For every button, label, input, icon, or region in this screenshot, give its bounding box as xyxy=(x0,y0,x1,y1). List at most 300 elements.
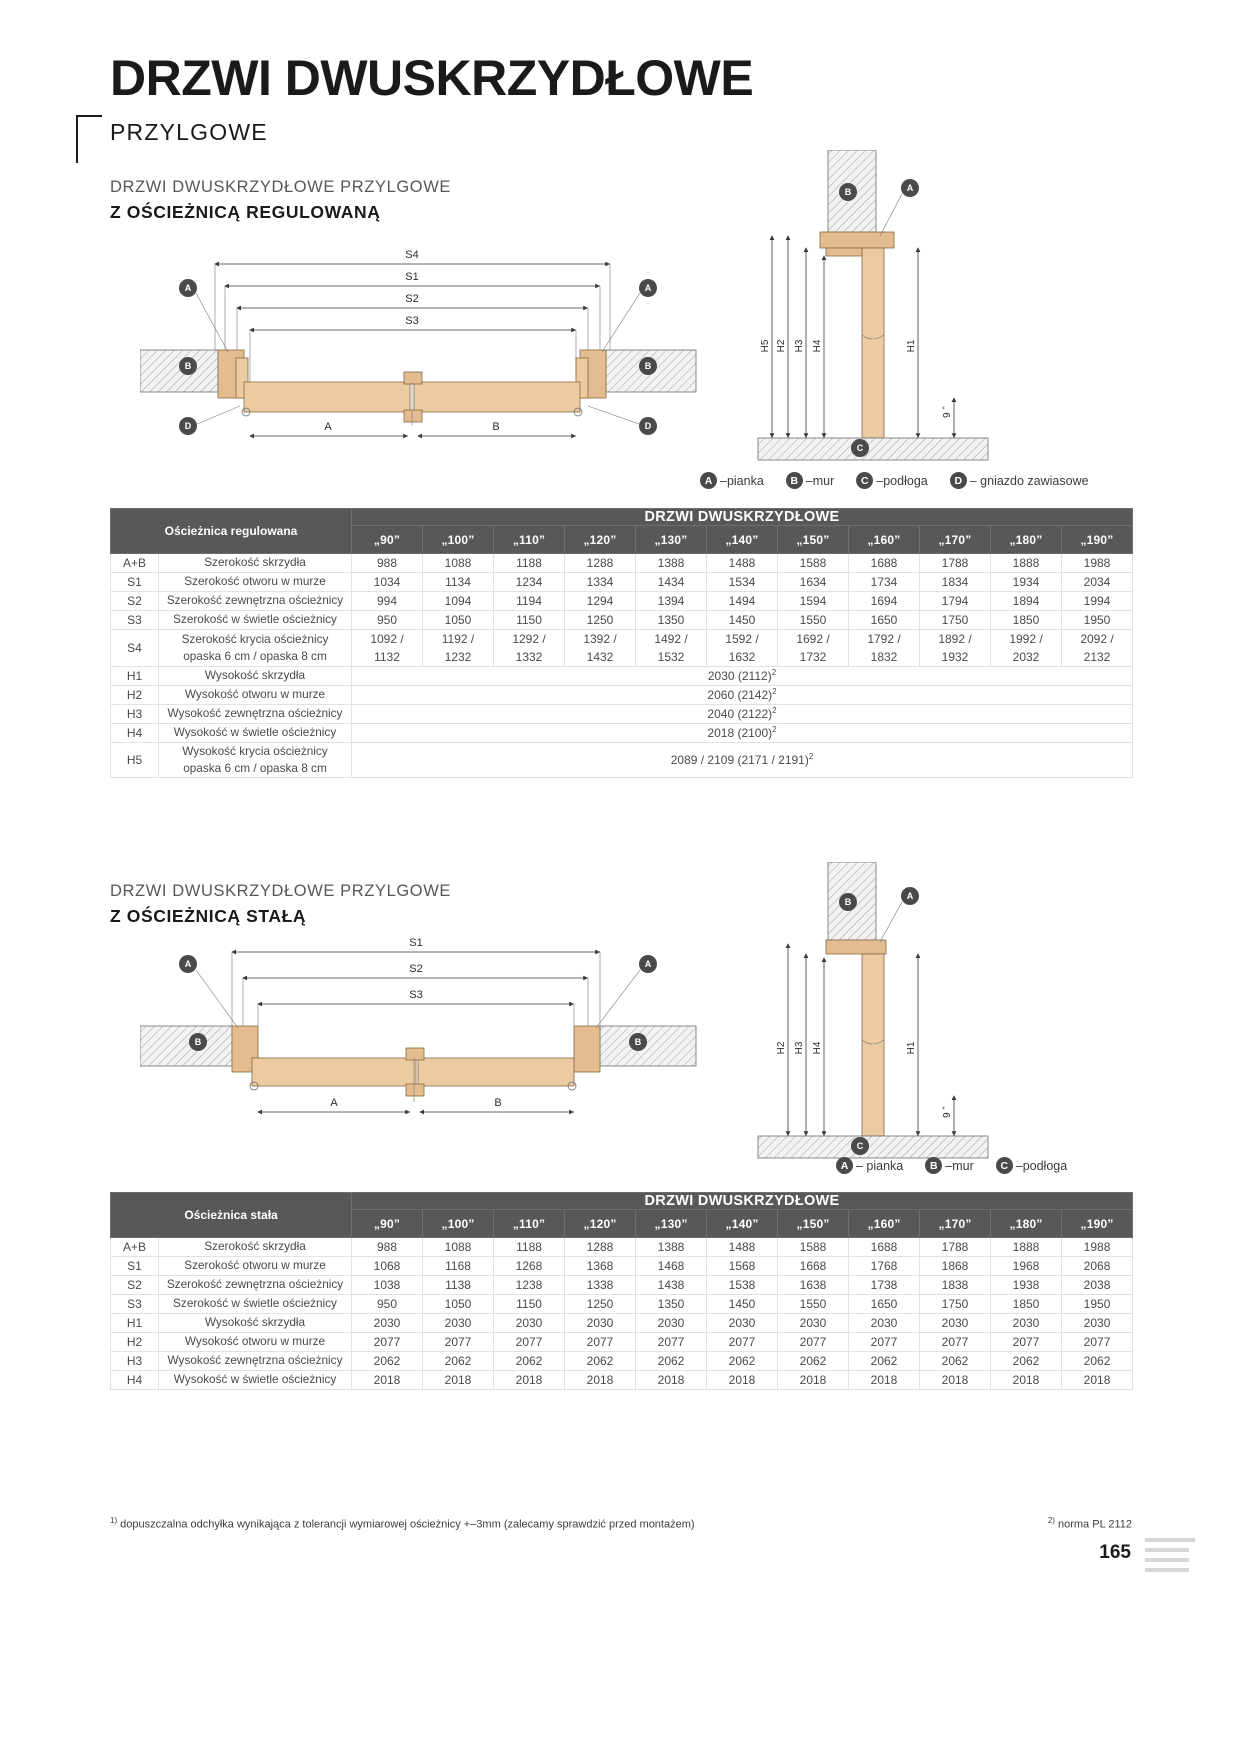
row-value: 1988 xyxy=(1062,1238,1133,1257)
row-value: 2030 xyxy=(565,1314,636,1333)
row-value: 1388 xyxy=(636,1238,707,1257)
row-description: Szerokość otworu w murze xyxy=(159,573,352,592)
svg-text:D: D xyxy=(184,421,192,431)
row-value: 988 xyxy=(352,554,423,573)
row-value: 1292 / 1332 xyxy=(494,630,565,667)
page-number: 165 xyxy=(1099,1542,1131,1563)
row-value: 1488 xyxy=(707,554,778,573)
svg-text:B: B xyxy=(492,421,500,433)
svg-text:A: A xyxy=(906,183,914,193)
row-value: 1094 xyxy=(423,592,494,611)
row-value: 2018 xyxy=(920,1371,991,1390)
row-value: 1492 / 1532 xyxy=(636,630,707,667)
row-value: 1988 xyxy=(1062,554,1133,573)
row-value: 1788 xyxy=(920,1238,991,1257)
table-column-header: „190” xyxy=(1062,526,1133,554)
svg-text:H2: H2 xyxy=(776,339,787,353)
badge-a-icon: A xyxy=(700,472,717,489)
row-value: 2077 xyxy=(1062,1333,1133,1352)
row-value: 2062 xyxy=(636,1352,707,1371)
row-value: 1338 xyxy=(565,1276,636,1295)
row-merged-value: 2018 $(2100)^2$ xyxy=(352,724,1133,743)
page-title: DRZWI DWUSKRZYDŁOWE xyxy=(110,50,754,106)
front-section-drawing-regulowana xyxy=(140,240,700,470)
svg-text:H4: H4 xyxy=(812,339,823,353)
svg-text:9 ‶: 9 ‶ xyxy=(942,1105,953,1119)
svg-text:H3: H3 xyxy=(794,339,805,353)
svg-text:D: D xyxy=(644,421,652,431)
row-value: 2030 xyxy=(778,1314,849,1333)
row-value: 2018 xyxy=(849,1371,920,1390)
table-row xyxy=(111,705,1133,724)
table-row xyxy=(111,554,1133,573)
row-value: 1688 xyxy=(849,554,920,573)
row-value: 1850 xyxy=(991,1295,1062,1314)
row-value: 2030 xyxy=(920,1314,991,1333)
footnote-left-text: dopuszczalna odchyłka wynikająca z tolerancji wymiarowej ościeżnicy +–3mm (zalecamy sprawdzić przed montażem) xyxy=(117,1518,695,1531)
svg-text:H3: H3 xyxy=(794,1041,805,1055)
table-group-header: DRZWI DWUSKRZYDŁOWE xyxy=(352,509,1133,526)
svg-text:B: B xyxy=(844,187,852,197)
row-code: H3 xyxy=(111,705,159,724)
svg-text:S4: S4 xyxy=(405,249,419,261)
table-column-header: „180” xyxy=(991,1210,1062,1238)
row-value: 1892 / 1932 xyxy=(920,630,991,667)
row-value: 1168 xyxy=(423,1257,494,1276)
row-value: 1938 xyxy=(991,1276,1062,1295)
badge-a-icon: A xyxy=(836,1157,853,1174)
svg-text:C: C xyxy=(856,1141,864,1151)
row-description: Wysokość skrzydła xyxy=(159,667,352,686)
row-value: 1550 xyxy=(778,611,849,630)
row-value: 2030 xyxy=(707,1314,778,1333)
row-value: 1250 xyxy=(565,1295,636,1314)
table-column-header: „120” xyxy=(565,526,636,554)
svg-text:S3: S3 xyxy=(405,315,419,327)
row-merged-value: 2089 / 2109 (2171 / 2191)$^2$ xyxy=(352,743,1133,778)
row-value: 1392 / 1432 xyxy=(565,630,636,667)
footnote-right xyxy=(1048,1516,1132,1531)
row-value: 1038 xyxy=(352,1276,423,1295)
row-value: 1350 xyxy=(636,611,707,630)
row-value: 1188 xyxy=(494,554,565,573)
table-row xyxy=(111,611,1133,630)
row-value: 1450 xyxy=(707,1295,778,1314)
svg-text:S2: S2 xyxy=(405,293,419,305)
row-value: 1092 / 1132 xyxy=(352,630,423,667)
svg-text:H5: H5 xyxy=(760,339,771,353)
row-value: 1894 xyxy=(991,592,1062,611)
row-value: 1288 xyxy=(565,1238,636,1257)
table-group-header: DRZWI DWUSKRZYDŁOWE xyxy=(352,1193,1133,1210)
row-value: 1888 xyxy=(991,554,1062,573)
row-value: 1088 xyxy=(423,1238,494,1257)
row-code: S3 xyxy=(111,611,159,630)
row-value: 2030 xyxy=(991,1314,1062,1333)
table-row xyxy=(111,1276,1133,1295)
row-value: 1792 / 1832 xyxy=(849,630,920,667)
table-row xyxy=(111,743,1133,778)
row-code: S4 xyxy=(111,630,159,667)
svg-text:B: B xyxy=(184,361,192,371)
spec-table-stala xyxy=(110,1192,1133,1390)
row-description: Wysokość otworu w murze xyxy=(159,686,352,705)
row-value: 988 xyxy=(352,1238,423,1257)
row-value: 2062 xyxy=(849,1352,920,1371)
table-corner-label: Ościeżnica regulowana xyxy=(111,509,352,554)
table-column-header: „140” xyxy=(707,1210,778,1238)
row-code: H1 xyxy=(111,667,159,686)
row-code: S1 xyxy=(111,573,159,592)
legend-item xyxy=(836,1157,903,1174)
row-value: 2018 xyxy=(636,1371,707,1390)
badge-d-icon: D xyxy=(950,472,967,489)
row-value: 1588 xyxy=(778,554,849,573)
row-description: Wysokość w świetle ościeżnicy xyxy=(159,1371,352,1390)
table-column-header: „130” xyxy=(636,1210,707,1238)
row-value: 1634 xyxy=(778,573,849,592)
svg-text:A: A xyxy=(184,959,192,969)
row-value: 1668 xyxy=(778,1257,849,1276)
section-heading-stala xyxy=(110,882,451,927)
row-value: 1468 xyxy=(636,1257,707,1276)
row-value: 1288 xyxy=(565,554,636,573)
svg-text:B: B xyxy=(644,361,652,371)
row-value: 1368 xyxy=(565,1257,636,1276)
row-value: 1238 xyxy=(494,1276,565,1295)
row-value: 1234 xyxy=(494,573,565,592)
table-row xyxy=(111,667,1133,686)
row-value: 1150 xyxy=(494,611,565,630)
table-column-header: „90” xyxy=(352,526,423,554)
row-code: H2 xyxy=(111,1333,159,1352)
row-value: 2062 xyxy=(778,1352,849,1371)
row-value: 1050 xyxy=(423,611,494,630)
row-value: 1850 xyxy=(991,611,1062,630)
row-value: 1738 xyxy=(849,1276,920,1295)
svg-text:B: B xyxy=(194,1037,202,1047)
row-value: 950 xyxy=(352,611,423,630)
row-value: 2062 xyxy=(352,1352,423,1371)
row-value: 2077 xyxy=(920,1333,991,1352)
row-code: H1 xyxy=(111,1314,159,1333)
table-column-header: „190” xyxy=(1062,1210,1133,1238)
row-code: S1 xyxy=(111,1257,159,1276)
table-row xyxy=(111,1257,1133,1276)
decorative-corner-bracket xyxy=(76,115,102,163)
row-value: 2077 xyxy=(707,1333,778,1352)
section-heading-line1: DRZWI DWUSKRZYDŁOWE PRZYLGOWE xyxy=(110,178,451,196)
table-column-header: „100” xyxy=(423,1210,494,1238)
row-value: 2018 xyxy=(991,1371,1062,1390)
table-row xyxy=(111,1371,1133,1390)
footnotes xyxy=(110,1516,1132,1531)
table-header xyxy=(111,1193,1133,1238)
svg-text:S2: S2 xyxy=(409,963,423,975)
spec-table-regulowana xyxy=(110,508,1133,778)
row-description: Szerokość zewnętrzna ościeżnicy xyxy=(159,1276,352,1295)
row-value: 2077 xyxy=(849,1333,920,1352)
row-value: 1750 xyxy=(920,1295,991,1314)
table-row xyxy=(111,630,1133,667)
section-heading-line2: Z OŚCIEŻNICĄ REGULOWANĄ xyxy=(110,202,381,222)
row-value: 1450 xyxy=(707,611,778,630)
row-value: 2030 xyxy=(849,1314,920,1333)
row-value: 1650 xyxy=(849,1295,920,1314)
row-value: 2018 xyxy=(352,1371,423,1390)
row-value: 1594 xyxy=(778,592,849,611)
row-value: 1694 xyxy=(849,592,920,611)
footnote-left xyxy=(110,1516,695,1531)
row-description: Wysokość skrzydła xyxy=(159,1314,352,1333)
row-value: 2092 / 2132 xyxy=(1062,630,1133,667)
row-description: Szerokość krycia ościeżnicy opaska 6 cm / opaska 8 cm xyxy=(159,630,352,667)
table-row xyxy=(111,1314,1133,1333)
row-value: 2062 xyxy=(565,1352,636,1371)
row-code: H3 xyxy=(111,1352,159,1371)
row-value: 2018 xyxy=(707,1371,778,1390)
row-value: 1538 xyxy=(707,1276,778,1295)
row-value: 1194 xyxy=(494,592,565,611)
svg-text:A: A xyxy=(644,959,652,969)
row-value: 2018 xyxy=(494,1371,565,1390)
row-value: 1994 xyxy=(1062,592,1133,611)
row-value: 2068 xyxy=(1062,1257,1133,1276)
table-row xyxy=(111,686,1133,705)
legend-label: –podłoga xyxy=(1015,1158,1068,1173)
table-corner-label: Ościeżnica stała xyxy=(111,1193,352,1238)
row-value: 1334 xyxy=(565,573,636,592)
row-value: 2062 xyxy=(920,1352,991,1371)
section-heading-line1: DRZWI DWUSKRZYDŁOWE PRZYLGOWE xyxy=(110,882,451,900)
row-value: 2062 xyxy=(494,1352,565,1371)
row-value: 1150 xyxy=(494,1295,565,1314)
row-value: 1868 xyxy=(920,1257,991,1276)
row-value: 2062 xyxy=(991,1352,1062,1371)
row-value: 2030 xyxy=(352,1314,423,1333)
badge-b-icon: B xyxy=(786,472,803,489)
row-code: S2 xyxy=(111,1276,159,1295)
page-header xyxy=(110,52,1010,146)
row-merged-value: 2060 $(2142)^2$ xyxy=(352,686,1133,705)
row-value: 1934 xyxy=(991,573,1062,592)
row-value: 2077 xyxy=(778,1333,849,1352)
row-value: 1992 / 2032 xyxy=(991,630,1062,667)
legend-stala xyxy=(836,1157,1067,1174)
table-row xyxy=(111,592,1133,611)
side-section-drawing-regulowana xyxy=(730,150,1040,470)
row-value: 1438 xyxy=(636,1276,707,1295)
row-value: 994 xyxy=(352,592,423,611)
svg-text:B: B xyxy=(634,1037,642,1047)
row-value: 2018 xyxy=(1062,1371,1133,1390)
row-value: 1068 xyxy=(352,1257,423,1276)
row-description: Wysokość zewnętrzna ościeżnicy xyxy=(159,705,352,724)
row-value: 2030 xyxy=(494,1314,565,1333)
badge-b-icon: B xyxy=(925,1157,942,1174)
row-description: Szerokość w świetle ościeżnicy xyxy=(159,611,352,630)
table-column-header: „180” xyxy=(991,526,1062,554)
badge-c-icon: C xyxy=(856,472,873,489)
row-description: Wysokość otworu w murze xyxy=(159,1333,352,1352)
legend-label: –pianka xyxy=(720,473,764,488)
row-value: 2038 xyxy=(1062,1276,1133,1295)
legend-regulowana xyxy=(700,472,1089,489)
row-code: H5 xyxy=(111,743,159,778)
row-value: 1950 xyxy=(1062,611,1133,630)
row-value: 1950 xyxy=(1062,1295,1133,1314)
row-value: 2034 xyxy=(1062,573,1133,592)
table-column-header: „100” xyxy=(423,526,494,554)
row-value: 2030 xyxy=(1062,1314,1133,1333)
legend-item xyxy=(786,472,834,489)
row-value: 1250 xyxy=(565,611,636,630)
svg-text:A: A xyxy=(330,1097,338,1109)
row-value: 1768 xyxy=(849,1257,920,1276)
legend-item xyxy=(856,472,927,489)
row-value: 1088 xyxy=(423,554,494,573)
row-value: 1488 xyxy=(707,1238,778,1257)
row-value: 1350 xyxy=(636,1295,707,1314)
row-value: 2077 xyxy=(565,1333,636,1352)
svg-text:A: A xyxy=(184,283,192,293)
row-value: 1550 xyxy=(778,1295,849,1314)
row-value: 1294 xyxy=(565,592,636,611)
svg-text:H4: H4 xyxy=(812,1041,823,1055)
row-description: Szerokość skrzydła xyxy=(159,1238,352,1257)
row-value: 1394 xyxy=(636,592,707,611)
row-code: A+B xyxy=(111,554,159,573)
table-column-header: „160” xyxy=(849,1210,920,1238)
row-value: 2018 xyxy=(565,1371,636,1390)
row-value: 1268 xyxy=(494,1257,565,1276)
svg-text:H2: H2 xyxy=(776,1041,787,1055)
row-value: 1588 xyxy=(778,1238,849,1257)
row-value: 1192 / 1232 xyxy=(423,630,494,667)
row-value: 2030 xyxy=(423,1314,494,1333)
page-subtitle: PRZYLGOWE xyxy=(110,118,268,145)
section-heading-line2: Z OŚCIEŻNICĄ STAŁĄ xyxy=(110,906,307,926)
row-code: S3 xyxy=(111,1295,159,1314)
svg-text:B: B xyxy=(844,897,852,907)
table-column-header: „140” xyxy=(707,526,778,554)
row-value: 2062 xyxy=(423,1352,494,1371)
footnote-right-marker: 2) xyxy=(1047,1516,1055,1525)
svg-text:S1: S1 xyxy=(405,271,419,283)
table-row xyxy=(111,1333,1133,1352)
footnote-right-text: norma PL 2112 xyxy=(1054,1518,1132,1531)
table-column-header: „170” xyxy=(920,1210,991,1238)
table-header xyxy=(111,509,1133,554)
row-value: 1188 xyxy=(494,1238,565,1257)
legend-label: –podłoga xyxy=(876,473,928,488)
table-row xyxy=(111,1352,1133,1371)
table-body xyxy=(111,1238,1133,1390)
row-value: 2077 xyxy=(636,1333,707,1352)
row-description: Wysokość zewnętrzna ościeżnicy xyxy=(159,1352,352,1371)
row-value: 1034 xyxy=(352,573,423,592)
legend-label: –mur xyxy=(945,1158,974,1173)
row-value: 1838 xyxy=(920,1276,991,1295)
row-value: 1568 xyxy=(707,1257,778,1276)
row-value: 1434 xyxy=(636,573,707,592)
table-column-header: „90” xyxy=(352,1210,423,1238)
row-value: 1592 / 1632 xyxy=(707,630,778,667)
table-row xyxy=(111,1295,1133,1314)
row-code: H4 xyxy=(111,724,159,743)
row-value: 2077 xyxy=(423,1333,494,1352)
front-section-drawing-stala xyxy=(140,930,700,1140)
svg-text:A: A xyxy=(906,891,914,901)
side-section-drawing-stala xyxy=(730,862,1040,1162)
svg-text:S1: S1 xyxy=(409,937,423,949)
row-value: 1050 xyxy=(423,1295,494,1314)
row-value: 2018 xyxy=(423,1371,494,1390)
table-column-header: „170” xyxy=(920,526,991,554)
legend-item xyxy=(950,472,1089,489)
row-code: H2 xyxy=(111,686,159,705)
svg-text:H1: H1 xyxy=(906,1041,917,1055)
row-code: H4 xyxy=(111,1371,159,1390)
row-value: 1688 xyxy=(849,1238,920,1257)
table-column-header: „150” xyxy=(778,526,849,554)
legend-item xyxy=(925,1157,973,1174)
badge-c-icon: C xyxy=(996,1157,1013,1174)
row-code: S2 xyxy=(111,592,159,611)
legend-item xyxy=(996,1157,1067,1174)
table-column-header: „110” xyxy=(494,1210,565,1238)
legend-label: –mur xyxy=(805,473,835,488)
legend-label: – gniazdo zawiasowe xyxy=(969,473,1089,488)
row-value: 2077 xyxy=(991,1333,1062,1352)
row-value: 1834 xyxy=(920,573,991,592)
legend-label: – pianka xyxy=(856,1158,904,1173)
row-value: 2030 xyxy=(636,1314,707,1333)
row-value: 950 xyxy=(352,1295,423,1314)
row-value: 1692 / 1732 xyxy=(778,630,849,667)
svg-text:B: B xyxy=(494,1097,502,1109)
row-value: 2062 xyxy=(707,1352,778,1371)
row-value: 1388 xyxy=(636,554,707,573)
table-column-header: „160” xyxy=(849,526,920,554)
svg-text:A: A xyxy=(644,283,652,293)
row-description: Wysokość krycia ościeżnicy opaska 6 cm / opaska 8 cm xyxy=(159,743,352,778)
row-value: 2018 xyxy=(778,1371,849,1390)
row-value: 1138 xyxy=(423,1276,494,1295)
table-column-header: „130” xyxy=(636,526,707,554)
footnote-left-marker: 1) xyxy=(110,1516,118,1525)
decorative-corner-lines xyxy=(1145,1538,1195,1578)
row-merged-value: 2040 $(2122)^2$ xyxy=(352,705,1133,724)
table-body xyxy=(111,554,1133,778)
row-code: A+B xyxy=(111,1238,159,1257)
row-value: 1638 xyxy=(778,1276,849,1295)
row-value: 1650 xyxy=(849,611,920,630)
row-value: 2077 xyxy=(352,1333,423,1352)
row-description: Szerokość zewnętrzna ościeżnicy xyxy=(159,592,352,611)
row-value: 1134 xyxy=(423,573,494,592)
table-row xyxy=(111,724,1133,743)
row-value: 2077 xyxy=(494,1333,565,1352)
row-value: 1534 xyxy=(707,573,778,592)
table-column-header: „110” xyxy=(494,526,565,554)
section-heading-regulowana xyxy=(110,178,451,223)
row-description: Szerokość skrzydła xyxy=(159,554,352,573)
svg-text:H1: H1 xyxy=(906,339,917,353)
row-value: 1494 xyxy=(707,592,778,611)
svg-text:S3: S3 xyxy=(409,989,423,1001)
legend-item xyxy=(700,472,764,489)
